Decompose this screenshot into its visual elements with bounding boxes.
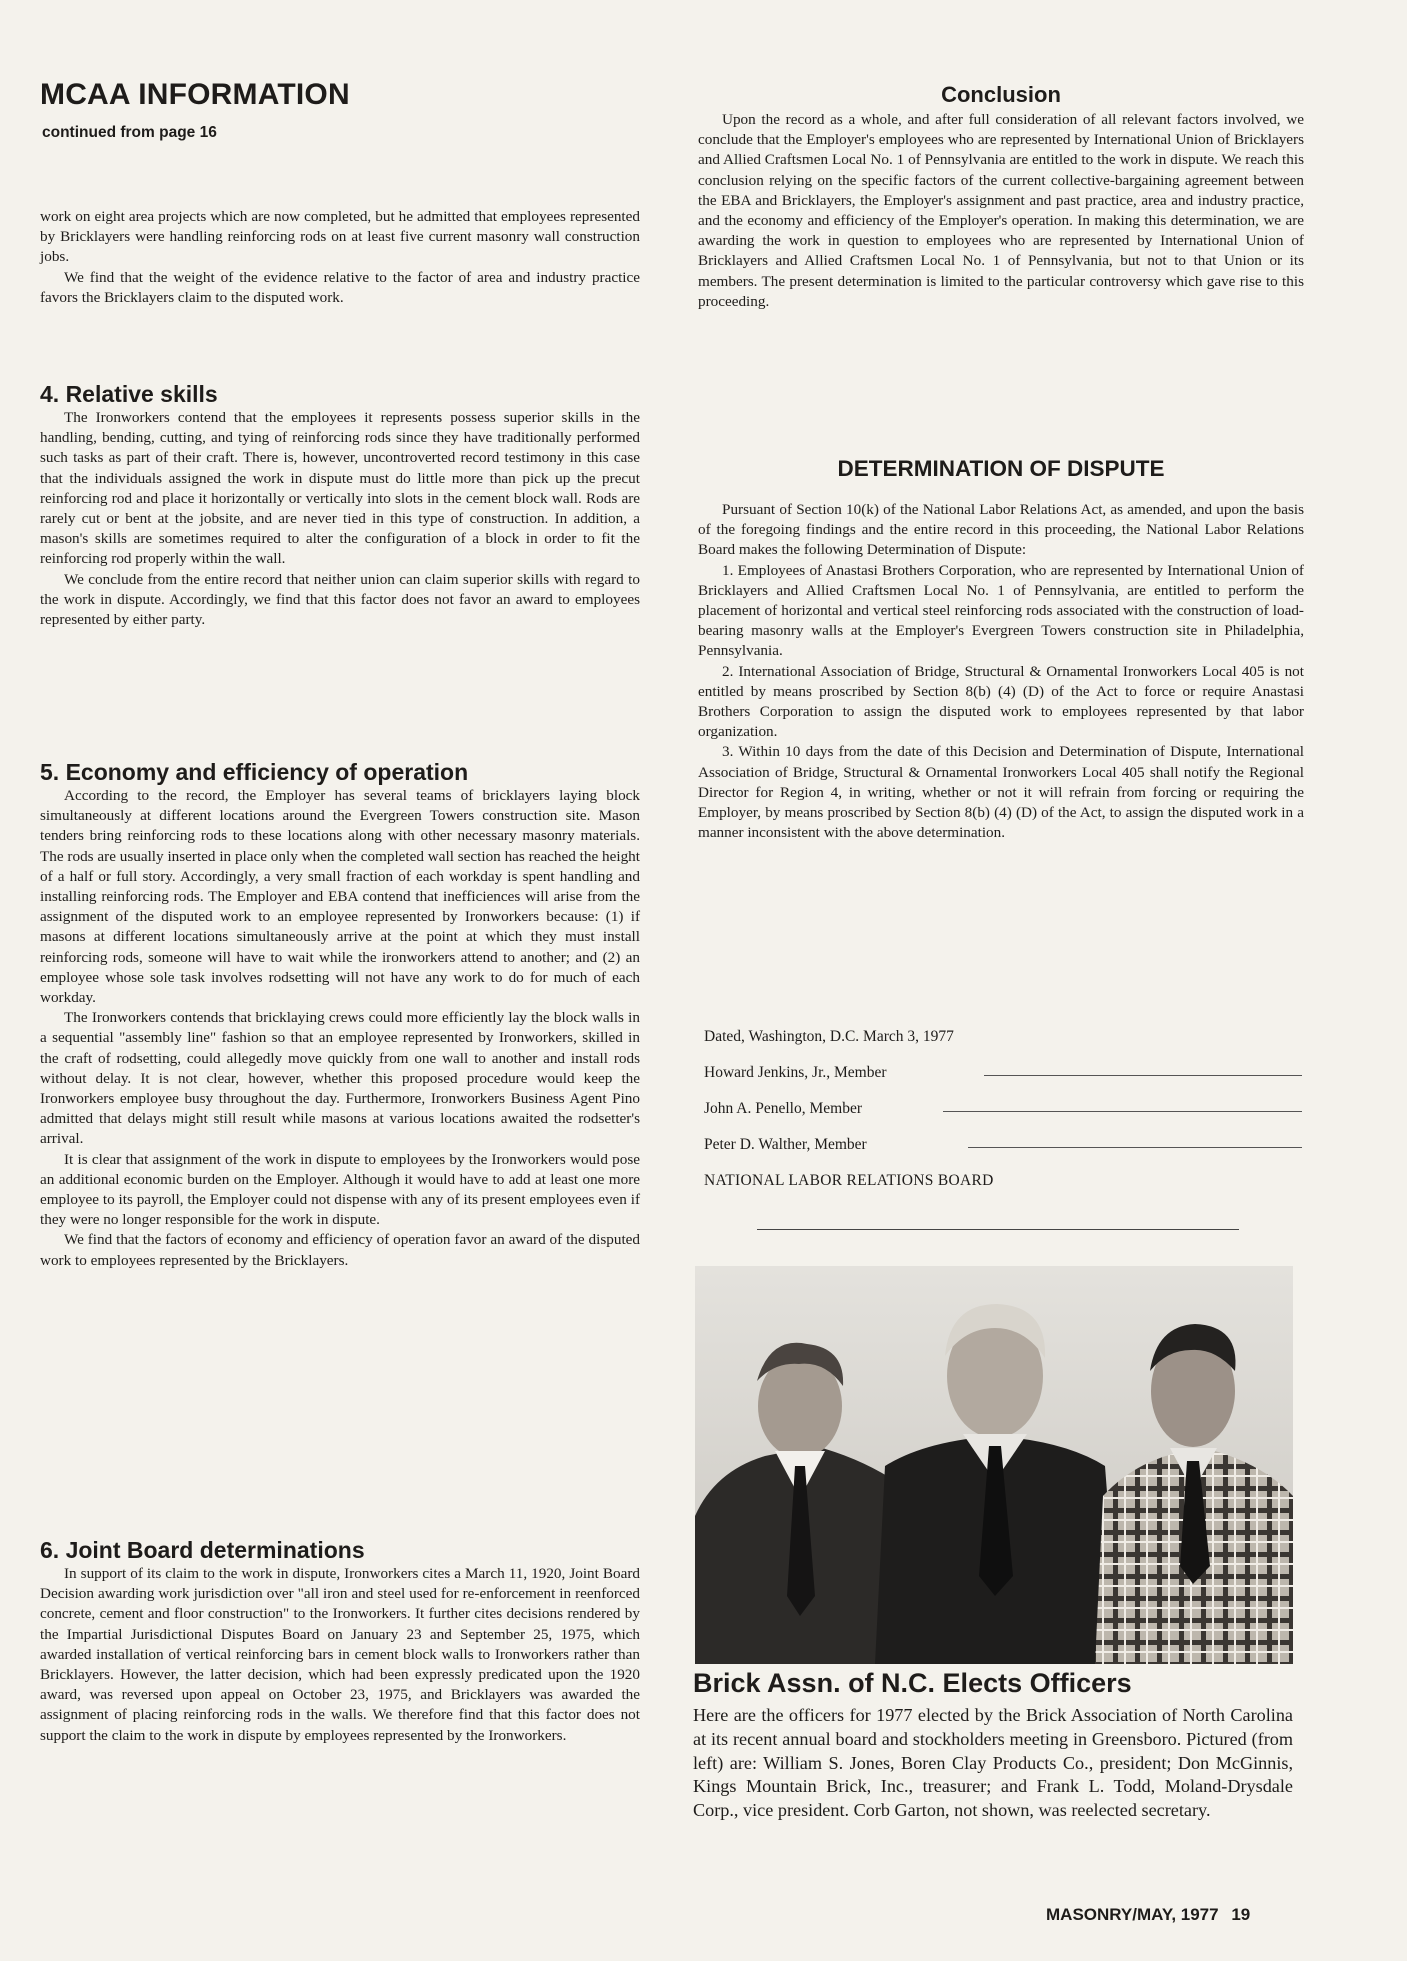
signature-member: Peter D. Walther, Member <box>704 1136 867 1153</box>
signature-member: John A. Penello, Member <box>704 1100 862 1117</box>
caption-heading: Brick Assn. of N.C. Elects Officers <box>693 1668 1132 1698</box>
section-heading: 4. Relative skills <box>40 381 218 407</box>
paragraph: We find that the weight of the evidence relative to the factor of area and industry practice favors the Bricklayers claim to the disputed work. <box>40 268 640 306</box>
paragraph: The Ironworkers contends that bricklaying crews could more efficiently lay the block walls in a sequential "assembly line" fashion so that an employee represented by Ironworkers, skilled in the craft of rodsetting, could allegedly move quickly from one wall to another and install rods without delay. It is not clear, however, whether this proposed procedure would keep the Ironworkers employee busy throughout the day. Furthermore, Ironworkers Business Agent Pino admitted that delays might still result while masons at various locations awaited the rodsetter's arrival. <box>40 1009 640 1148</box>
paragraph: 2. International Association of Bridge, Structural & Ornamental Ironworkers Local 405 is not entitled by means proscribed by Section 8(b) (4) (D) of the Act to force or require Anastasi Brothers Corporation to assign the disputed work to employees represented by that labor organization. <box>698 662 1304 741</box>
paragraph: We conclude from the entire record that neither union can claim superior skills with regard to the work in dispute. Accordingly, we find that this factor does not favor an award to employees represented by either party. <box>40 570 640 629</box>
officers-photo-illustration <box>695 1266 1293 1664</box>
paragraph: According to the record, the Employer has several teams of bricklayers laying block simultaneously at different locations around the Evergreen Towers construction site. Mason tenders bring reinforcing rods to these locations along with other necessary masonry materials. The rods are usually inserted in place only when the completed wall section has reached the height of a half or full story. Accordingly, a very small fraction of each workday is spent handling and installing reinforcing rods. The Employer and EBA contend that inefficiences will arise from the assignment of the disputed work to an employee represented by Ironworkers because: (1) if masons at different locations simultaneously arrive at the point at which they must install reinforcing rods, someone will have to wait while the ironworkers attend to another; and (2) an employee whose sole task involves rodsetting will not have any work to do for much of each workday. <box>40 787 640 1007</box>
paragraph: work on eight area projects which are now completed, but he admitted that employees represented by Bricklayers were handling reinforcing rods on at least five current masonry wall construction jobs. <box>40 208 640 266</box>
caption-text: Here are the officers for 1977 elected by the Brick Association of North Carolina at its recent annual board and stockholders meeting in Greensboro. Pictured (from left) are: William S. Jones, Boren Clay Products Co., president; Don McGinnis, Kings Mountain Brick, Inc., treasurer; and Frank L. Todd, Moland-Drysdale Corp., vice president. Corb Garton, not shown, was reelected secretary. <box>693 1705 1293 1821</box>
paragraph: In support of its claim to the work in dispute, Ironworkers cites a March 11, 1920, Joint Board Decision awarding work jurisdiction over "all iron and steel used for re-enforcement in reenforced concrete, cement and floor construction" to the Ironworkers. It further cites decisions rendered by the Impartial Jurisdictional Disputes Board on January 23 and September 25, 1975, which awarded installation of vertical reinforcing bars in cement block walls to Ironworkers rather than Bricklayers. However, the latter decision, which had been expressly predicated upon the 1920 award, was reversed upon appeal on October 23, 1975, and Bricklayers was awarded the assignment of placing reinforcing rods in the walls. We therefore find that this factor does not support the claim to the work in dispute by employees represented by the Ironworkers. <box>40 1565 640 1744</box>
determination-block <box>698 456 1304 843</box>
paragraph: 1. Employees of Anastasi Brothers Corporation, who are represented by International Union of Bricklayers and Allied Craftsmen Local No. 1 of Pennsylvania, are entitled to perform the placement of horizontal and vertical steel reinforcing rods associated with the construction of load-bearing masonry walls at the Employer's Evergreen Towers construction site in Philadelphia, Pennsylvania. <box>698 561 1304 660</box>
board-name: NATIONAL LABOR RELATIONS BOARD <box>704 1172 994 1189</box>
footer-issue: MASONRY/MAY, 1977 <box>1046 1905 1219 1924</box>
section-economy <box>40 758 640 1271</box>
paragraph: We find that the factors of economy and efficiency of operation favor an award of the disputed work to employees represented by the Bricklayers. <box>40 1231 640 1269</box>
continued-note: continued from page 16 <box>42 124 217 141</box>
page-footer <box>1046 1905 1250 1925</box>
signature-member: Howard Jenkins, Jr., Member <box>704 1064 887 1081</box>
conclusion-block <box>698 82 1304 312</box>
section-joint-board <box>40 1536 640 1746</box>
paragraph: It is clear that assignment of the work in dispute to employees by the Ironworkers would pose an additional economic burden on the Employer. Although it would have to add at least one more employee to its payroll, the Employer could not dispense with any of its present employees even if they were no longer responsible for the work in dispute. <box>40 1150 640 1229</box>
conclusion-heading: Conclusion <box>941 82 1061 107</box>
section-heading: 5. Economy and efficiency of operation <box>40 759 469 785</box>
intro-block <box>40 207 640 308</box>
signature-line <box>943 1111 1302 1112</box>
signature-line <box>984 1075 1302 1076</box>
section-heading: 6. Joint Board determinations <box>40 1537 365 1563</box>
determination-heading: DETERMINATION OF DISPUTE <box>837 456 1165 481</box>
page-number: 19 <box>1231 1905 1251 1924</box>
paragraph: Pursuant of Section 10(k) of the National Labor Relations Act, as amended, and upon the basis of the foregoing findings and the entire record in this proceeding, the National Labor Relations Board makes the following Determination of Dispute: <box>698 501 1304 559</box>
paragraph: Upon the record as a whole, and after full consideration of all relevant factors involved, we conclude that the Employer's employees who are represented by International Union of Bricklayers and Allied Craftsmen Local No. 1 of Pennsylvania are entitled to the work in dispute. We reach this conclusion relying on the specific factors of the current collective-bargaining agreement between the EBA and Bricklayers, the Employer's assignment and past practice, area and industry practice, and the economy and efficiency of the Employer's operation. In making this determination, we are awarding the work in question to employees who are represented by International Union of Bricklayers and Allied Craftsmen Local No. 1 of Pennsylvania, but not to that Union or its members. The present determination is limited to the particular controversy which gave rise to this proceeding. <box>698 111 1304 310</box>
paragraph: 3. Within 10 days from the date of this Decision and Determination of Dispute, International Association of Bridge, Structural & Ornamental Ironworkers Local 405 shall notify the Regional Director for Region 4, in writing, whether or not it will refrain from forcing or requiring the Employer, by means proscribed by Section 8(b) (4) (D) of the Act, to assign the disputed work in a manner inconsistent with the above determination. <box>698 743 1304 842</box>
section-title: MCAA INFORMATION <box>40 78 350 111</box>
divider <box>757 1229 1239 1230</box>
signature-line <box>968 1147 1302 1148</box>
paragraph: The Ironworkers contend that the employees it represents possess superior skills in the handling, bending, cutting, and tying of reinforcing rods since they have traditionally performed such tasks as part of their craft. There is, however, uncontroverted record testimony in this case that the individuals assigned the work in dispute must do little more than pick up the precut reinforcing rod and place it horizontally or vertically into slots in the cement block wall. Rods are rarely cut or bent at the jobsite, and are never tied in this type of construction. In addition, a mason's skills are sometimes required to alter the configuration of a block in order to fit the reinforcing rod properly within the wall. <box>40 409 640 568</box>
officers-photo <box>695 1266 1293 1664</box>
dated-line: Dated, Washington, D.C. March 3, 1977 <box>704 1028 954 1045</box>
section-relative-skills <box>40 380 640 630</box>
